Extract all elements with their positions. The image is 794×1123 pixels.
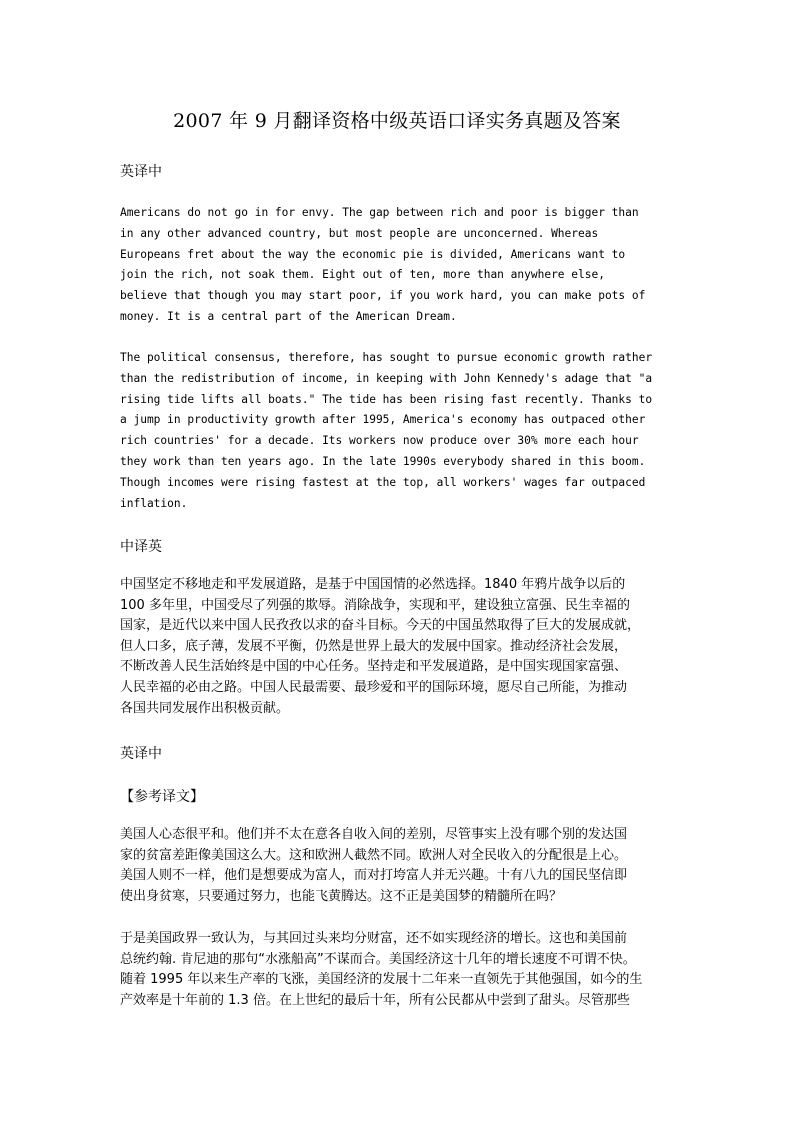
text-line: 美国人心态很平和。他们并不太在意各自收入间的差别，尽管事实上没有哪个别的发达国	[120, 827, 628, 842]
text-line: 100 多年里，中国受尽了列强的欺辱。消除战争，实现和平，建设独立富强、民生幸福的	[120, 597, 630, 613]
text-line: inflation.	[120, 496, 188, 510]
text-line: 使出身贫寒，只要通过努力，也能飞黄腾达。这不正是美国梦的精髓所在吗？	[120, 888, 563, 904]
chinese-paragraph-2	[120, 825, 680, 907]
text-line: rising tide lifts all boats." The tide has been rising fast recently. Thanks to	[120, 392, 653, 406]
text-line: 人民幸福的必由之路。中国人民最需要、最珍爱和平的国际环境，愿尽自己所能，为推动	[120, 679, 628, 695]
text-line: a jump in productivity growth after 1995, America's economy has outpaced other	[120, 413, 646, 427]
text-line: Europeans fret about the way the economic pie is divided, Americans want to	[120, 247, 626, 261]
text-line: join the rich, not soak them. Eight out of ten, more than anywhere else,	[120, 268, 605, 282]
page-title: 2007 年 9 月翻译资格中级英语口译实务真题及答案	[173, 110, 621, 132]
text-line: in any other advanced country, but most people are unconcerned. Whereas	[120, 226, 599, 240]
text-line: 但人口多，底子薄，发展不平衡，仍然是世界上最大的发展中国家。推动经济社会发展，	[120, 638, 628, 654]
section-heading-en-zh-2: 英译中	[120, 746, 162, 762]
chinese-paragraph-3	[120, 929, 680, 1011]
chinese-paragraph-1	[120, 575, 680, 719]
text-line: The political consensus, therefore, has sought to pursue economic growth rather	[120, 351, 653, 364]
text-line: 家的贫富差距像美国这么大。这和欧洲人截然不同。欧洲人对全民收入的分配很是上心。	[120, 847, 628, 863]
text-line: Though incomes were rising fastest at the top, all workers' wages far outpaced	[120, 475, 646, 489]
english-paragraph-2	[120, 348, 680, 514]
text-line: 各国共同发展作出积极贡献。	[120, 700, 290, 716]
text-line: 美国人则不一样，他们是想要成为富人，而对打垮富人并无兴趣。十有八九的国民坚信即	[120, 868, 628, 884]
text-line: 总统约翰. 肯尼迪的那句“水涨船高”不谋而合。美国经济这十几年的增长速度不可谓不快。	[120, 951, 636, 967]
text-line: Americans do not go in for envy. The gap between rich and poor is bigger than	[120, 206, 639, 219]
text-line: 随着 1995 年以来生产率的飞涨，美国经济的发展十二年来一直领先于其他强国，如今的生	[120, 972, 643, 988]
text-line: 中国坚定不移地走和平发展道路，是基于中国国情的必然选择。1840 年鸦片战争以后的	[120, 577, 626, 592]
reference-translation-heading: 【参考译文】	[120, 789, 204, 805]
text-line: they work than ten years ago. In the late 1990s everybody shared in this boom.	[120, 454, 646, 468]
text-line: believe that though you may start poor, if you work hard, you can make pots of	[120, 289, 646, 303]
text-line: 国家，是近代以来中国人民孜孜以求的奋斗目标。今天的中国虽然取得了巨大的发展成就，	[120, 618, 641, 634]
text-line: than the redistribution of income, in keeping with John Kennedy's adage that "a	[120, 371, 653, 385]
text-line: 不断改善人民生活始终是中国的中心任务。坚持走和平发展道路，是中国实现国家富强、	[120, 659, 628, 675]
text-line: 产效率是十年前的 1.3 倍。在上世纪的最后十年，所有公民都从中尝到了甜头。尽管那些	[120, 992, 630, 1008]
section-heading-zh-en: 中译英	[120, 539, 162, 555]
english-paragraph-1	[120, 203, 680, 328]
text-line: 于是美国政界一致认为，与其回过头来均分财富，还不如实现经济的增长。这也和美国前	[120, 931, 628, 946]
text-line: rich countries' for a decade. Its workers now produce over 30% more each hour	[120, 434, 639, 448]
text-line: money. It is a central part of the American Dream.	[120, 309, 457, 323]
section-heading-en-zh: 英译中	[120, 164, 162, 180]
